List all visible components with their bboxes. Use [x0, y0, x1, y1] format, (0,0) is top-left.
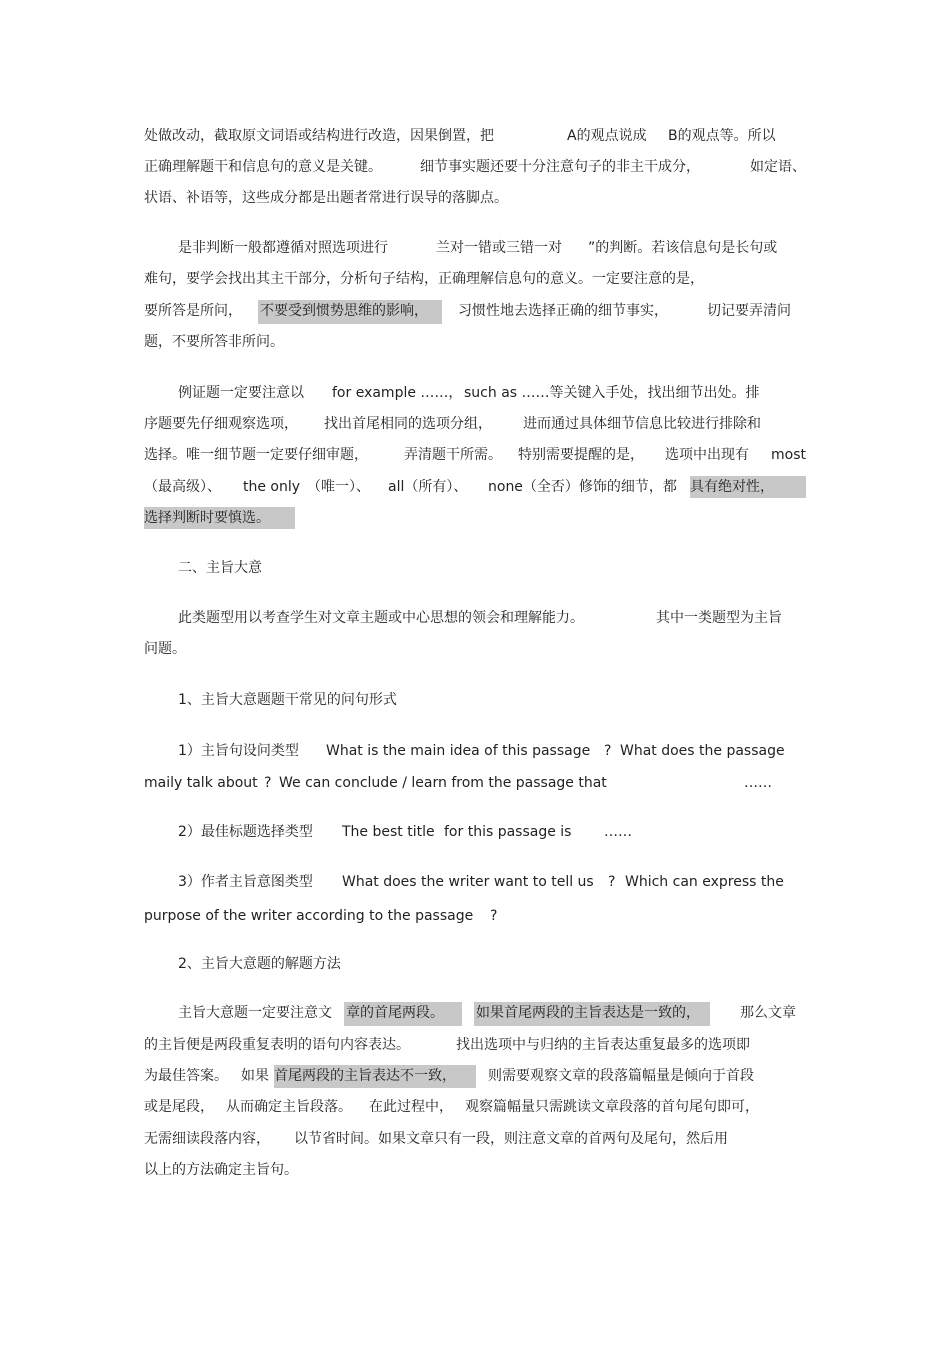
text-segment: 兰对一错或三错一对	[436, 240, 562, 256]
text-segment: 3）作者主旨意图类型	[178, 874, 313, 890]
text-segment: 不要受到惯势思维的影响，	[260, 303, 428, 319]
text-segment: 为最佳答案。	[144, 1068, 228, 1084]
text-segment: 正确理解题干和信息句的意义是关键。	[144, 159, 382, 175]
text-segment: 在此过程中，	[369, 1099, 453, 1115]
text-segment: 如定语、	[750, 159, 806, 175]
text-segment: 问题。	[144, 641, 186, 657]
text-segment: purpose of the writer according to the passage	[144, 908, 474, 924]
text-segment: 以节省时间。如果文章只有一段，则注意文章的首两句及尾句，然后用	[294, 1131, 728, 1147]
text-segment: none（全否）修饰的细节，都	[488, 479, 677, 495]
text-segment: ……	[604, 824, 632, 840]
text-segment: （唯一）、	[307, 479, 370, 495]
text-segment: We can conclude / learn from the passage that	[279, 775, 607, 791]
text-segment: the only	[243, 479, 301, 495]
text-segment: maily talk about	[144, 775, 258, 791]
text-segment: 如果首尾两段的主旨表达是一致的，	[476, 1005, 700, 1021]
text-segment: 选择判断时要慎选。	[144, 510, 270, 526]
text-segment: 找出选项中与归纳的主旨表达重复最多的选项即	[456, 1037, 750, 1053]
text-segment: 无需细读段落内容，	[144, 1131, 270, 1147]
text-segment: What does the writer want to tell us	[342, 874, 594, 890]
text-segment: 细节事实题还要十分注意句子的非主干成分，	[420, 159, 700, 175]
text-segment: 选择。唯一细节题一定要仔细审题，	[144, 447, 368, 463]
text-segment: 具有绝对性，	[690, 479, 774, 495]
text-segment: 是非判断一般都遵循对照选项进行	[178, 240, 388, 256]
text-segment: 二、主旨大意	[178, 560, 262, 576]
text-segment: A的观点说成	[567, 128, 647, 144]
text-segment: 序题要先仔细观察选项，	[144, 416, 298, 432]
text-segment: 难句，要学会找出其主干部分，分析句子结构，正确理解信息句的意义。一定要注意的是，	[144, 271, 704, 287]
text-segment: for example ……，	[332, 385, 463, 401]
text-segment: 观察篇幅量只需跳读文章段落的首句尾句即可，	[465, 1099, 759, 1115]
text-segment: such as ……等关键入手处，找出细节出处。排	[464, 385, 760, 401]
text-segment: all（所有）、	[388, 479, 468, 495]
text-segment: 状语、补语等，这些成分都是出题者常进行误导的落脚点。	[144, 190, 508, 206]
text-segment: 如果	[241, 1068, 269, 1084]
text-segment: 此类题型用以考查学生对文章主题或中心思想的领会和理解能力。	[178, 610, 584, 626]
text-segment: What is the main idea of this passage	[326, 743, 591, 759]
text-segment: ?	[490, 908, 498, 924]
text-segment: 弄清题干所需。	[404, 447, 502, 463]
text-segment: 例证题一定要注意以	[178, 385, 304, 401]
text-segment: 习惯性地去选择正确的细节事实，	[458, 303, 668, 319]
text-segment: 找出首尾相同的选项分组，	[324, 416, 492, 432]
text-segment: ”的判断。若该信息句是长句或	[588, 240, 778, 256]
text-segment: 选项中出现有	[665, 447, 749, 463]
text-segment: B的观点等。所以	[668, 128, 776, 144]
text-segment: ……	[744, 775, 772, 791]
text-segment: 进而通过具体细节信息比较进行排除和	[523, 416, 761, 432]
text-segment: 其中一类题型为主旨	[656, 610, 782, 626]
text-segment: What does the passage	[620, 743, 785, 759]
text-segment: 2、主旨大意题的解题方法	[178, 956, 341, 972]
text-segment: 1）主旨句设问类型	[178, 743, 299, 759]
text-segment: ?	[604, 743, 612, 759]
text-segment: 的主旨便是两段重复表明的语句内容表达。	[144, 1037, 410, 1053]
text-segment: ?	[608, 874, 616, 890]
text-segment: 切记要弄清问	[707, 303, 791, 319]
text-segment: ?	[264, 775, 272, 791]
text-segment: 2）最佳标题选择类型	[178, 824, 313, 840]
text-segment: 那么文章	[740, 1005, 796, 1021]
text-segment: 则需要观察文章的段落篇幅量是倾向于首段	[488, 1068, 754, 1084]
text-segment: 主旨大意题一定要注意文	[178, 1005, 332, 1021]
text-segment: 1、主旨大意题题干常见的问句形式	[178, 692, 397, 708]
text-segment: 要所答是所问，	[144, 303, 242, 319]
text-segment: 以上的方法确定主旨句。	[144, 1162, 298, 1178]
text-segment: 或是尾段，	[144, 1099, 214, 1115]
text-segment: most	[771, 447, 806, 463]
text-segment: （最高级）、	[144, 479, 221, 495]
text-segment: 章的首尾两段。	[346, 1005, 444, 1021]
text-segment: for this passage is	[444, 824, 572, 840]
text-segment: 特别需要提醒的是，	[518, 447, 644, 463]
text-segment: 题，不要所答非所问。	[144, 334, 284, 350]
text-segment: 从而确定主旨段落。	[226, 1099, 352, 1115]
text-segment: 首尾两段的主旨表达不一致，	[274, 1068, 456, 1084]
text-segment: 处做改动，截取原文词语或结构进行改造，因果倒置，把	[144, 128, 494, 144]
text-segment: The best title	[342, 824, 435, 840]
text-segment: Which can express the	[625, 874, 784, 890]
